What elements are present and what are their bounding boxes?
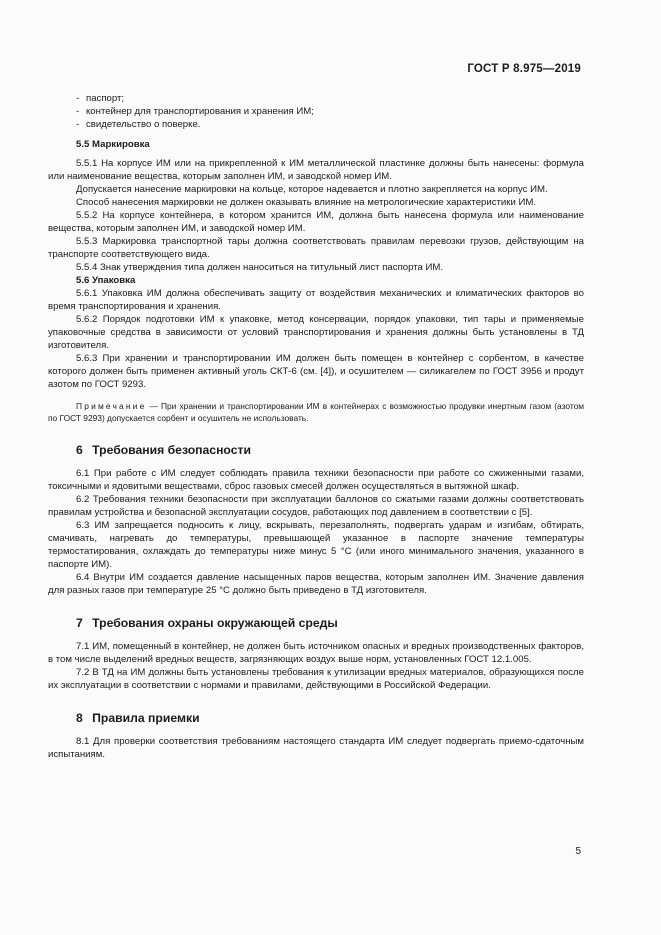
paragraph: 5.5.2 На корпусе контейнера, в котором хранится ИМ, должна быть нанесена формула или наименование вещества, которым заполнен ИМ, и заводской номер ИМ. [48, 210, 584, 234]
paragraph: 5.6.2 Порядок подготовки ИМ к упаковке, метод консервации, порядок упаковки, тип тары и применяемые упаковочные средства в зависимости от условий транспортирования и хранения должны быть установлены в ТД изготовителя. [48, 314, 584, 351]
page-body [48, 92, 584, 761]
note [48, 400, 584, 424]
list-item: - контейнер для транспортирования и хранения ИМ; [76, 106, 314, 117]
paragraph: 6.1 При работе с ИМ следует соблюдать правила техники безопасности при работе со сжиженными газами, токсичными и ядовитыми веществами, сброс газовых смесей должен осуществляться в вытяжной шкаф. [48, 468, 584, 492]
subsection-title-packaging: 5.6 Упаковка [76, 275, 136, 286]
paragraph: Допускается нанесение маркировки на кольце, которое надевается и плотно закрепляется на корпус ИМ. [76, 184, 548, 195]
paragraph: 6.4 Внутри ИМ создается давление насыщенных паров вещества, которым заполнен ИМ. Значение давления для разных газов при температуре 25 °С должно быть приведено в ТД изготовителя. [48, 572, 584, 596]
paragraph: 5.6.1 Упаковка ИМ должна обеспечивать защиту от воздействия механических и климатических факторов во время транспортирования и хранения. [48, 288, 584, 312]
paragraph: 7.2 В ТД на ИМ должны быть установлены требования к утилизации вредных материалов, образующихся после их эксплуатации в соответствии с нормами и правилами, действующими в Российской Федерации. [48, 667, 584, 691]
subsection-title-marking: 5.5 Маркировка [76, 139, 150, 150]
paragraph: 5.5.3 Маркировка транспортной тары должна соответствовать правилам перевозки грузов, действующим на транспорте соответствующего вида. [48, 236, 584, 260]
note-text: — При хранении и транспортировании ИМ в контейнерах с возможностью продувки инертным газом (азотом по ГОСТ 9293) допускается сорбент и осушитель не использовать. [48, 401, 584, 423]
page-number: 5 [575, 846, 581, 857]
list-item: - паспорт; [76, 93, 125, 104]
paragraph: 5.5.1 На корпусе ИМ или на прикрепленной к ИМ металлической пластинке должны быть нанесены: формула или наименование вещества, которым заполнен ИМ, и заводской номер ИМ. [48, 158, 584, 182]
paragraph: 5.5.4 Знак утверждения типа должен наноситься на титульный лист паспорта ИМ. [76, 262, 444, 273]
document-id: ГОСТ Р 8.975—2019 [467, 63, 581, 75]
list-item: - свидетельство о поверке. [76, 119, 201, 130]
paragraph: Способ нанесения маркировки не должен оказывать влияние на метрологические характеристики ИМ. [76, 197, 537, 208]
paragraph: 6.3 ИМ запрещается подносить к лицу, вскрывать, перезаполнять, подвергать ударам и изгибам, обтирать, смачивать, нагревать до температуры, превышающей указанное в паспорте значение температуры термостатирования, охлаждать до температуры ниже минус 5 °С (или иного минимального значения, указанного в паспорте ИМ). [48, 520, 584, 570]
paragraph: 6.2 Требования техники безопасности при эксплуатации баллонов со сжатыми газами должны соответствовать правилам устройства и безопасной эксплуатации сосудов, работающих под давлением в соответствии с [5]. [48, 494, 584, 518]
note-label: Примечание [76, 401, 147, 411]
section-heading-acceptance: 8 Правила приемки [76, 711, 200, 725]
section-heading-environment: 7 Требования охраны окружающей среды [76, 616, 338, 630]
paragraph: 5.6.3 При хранении и транспортировании ИМ должен быть помещен в контейнер с сорбентом, в качестве которого должен быть применен активный уголь СКТ-6 (см. [4]), и осушителем — силикагелем по ГОСТ 3956 и продут азотом по ГОСТ 9293. [48, 353, 584, 390]
paragraph: 8.1 Для проверки соответствия требованиям настоящего стандарта ИМ следует подвергать приемо-сдаточным испытаниям. [48, 736, 584, 760]
section-heading-safety: 6 Требования безопасности [76, 443, 251, 457]
paragraph: 7.1 ИМ, помещенный в контейнер, не должен быть источником опасных и вредных производственных факторов, в том числе выделений вредных веществ, загрязняющих воздух выше норм, установленных ГОСТ 12.1.005. [48, 641, 584, 665]
